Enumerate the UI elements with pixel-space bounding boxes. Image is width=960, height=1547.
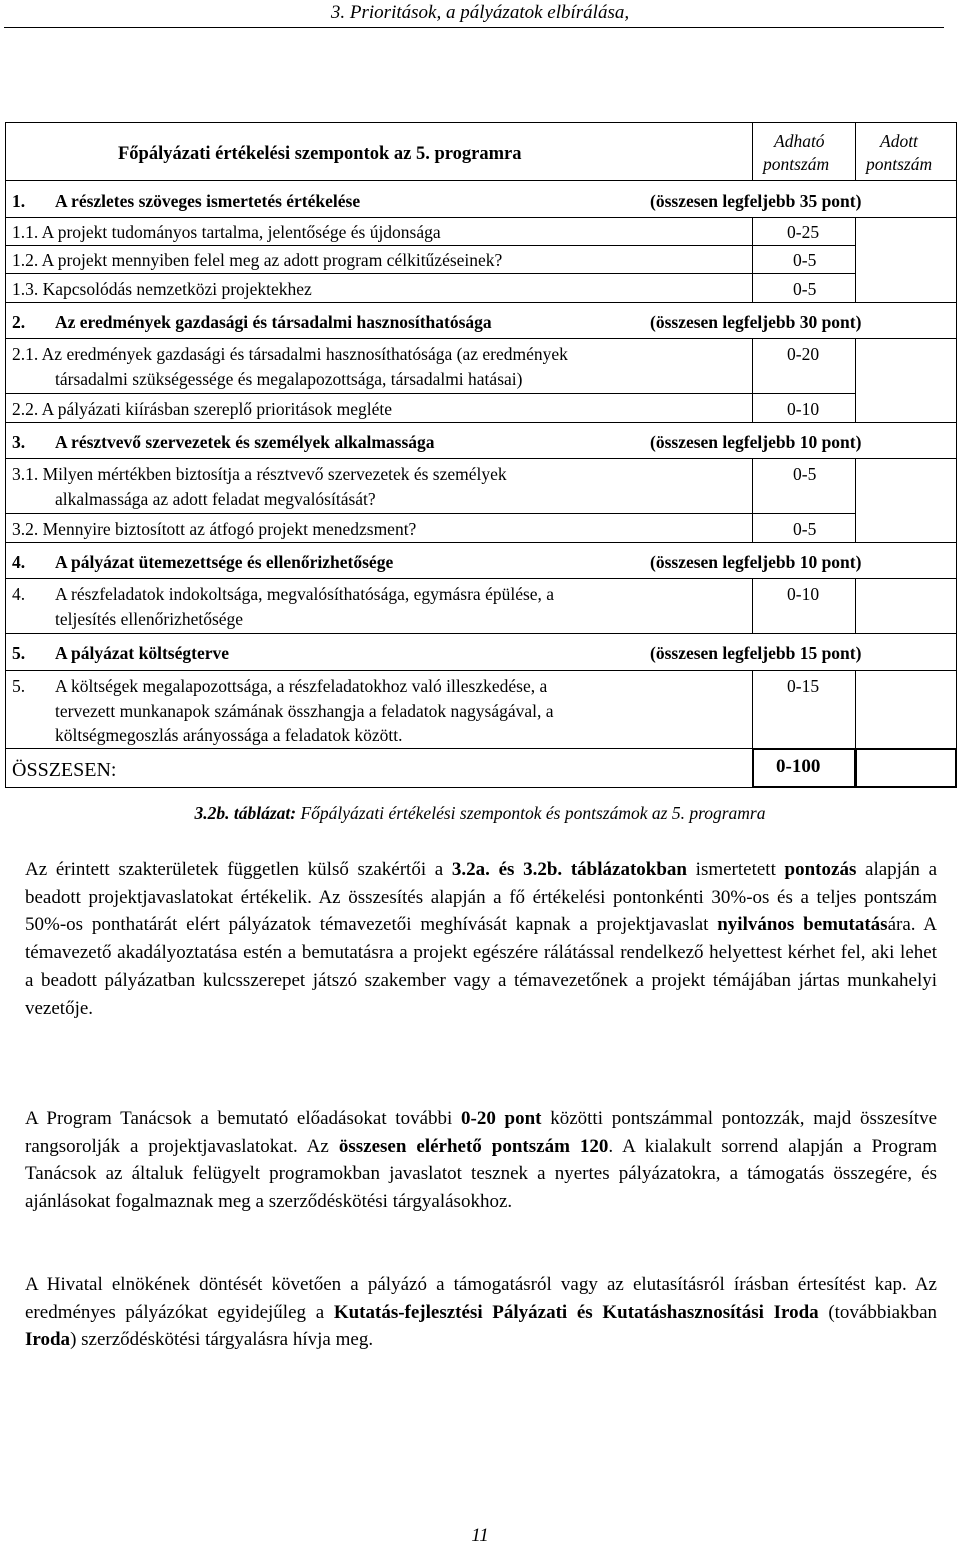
section-1-total: (összesen legfeljebb 35 pont) [650,191,862,211]
row-2-1-text-line2: társadalmi szükségessége és megalapozottsága, társadalmi hatásai) [55,369,523,389]
section-3-total: (összesen legfeljebb 10 pont) [650,432,862,452]
table-caption [0,803,960,824]
row-4-pts: 0-10 [787,584,820,604]
p2-text-3: . A kialakult sorrend alapján a Program Tanácsok az általuk felügyelt programokban javaslatot tesznek a nyertes pályázatokra, a támogatás összegére, és ajánlásokat fogalmaznak meg a szerződéskötési tárgyalásokhoz. [25,1135,937,1213]
section-5-number: 5. [12,643,26,663]
p3-bold-1: Kutatás-fejlesztési Pályázati és Kutatáshasznosítási Iroda [333,1301,819,1323]
section-2-title: Az eredmények gazdasági és társadalmi hasznosíthatósága [55,312,492,332]
section-4-title: A pályázat ütemezettsége és ellenőrizhetősége [55,552,394,572]
row-3-1-text-line2: alkalmassága az adott feladat megvalósítását? [55,489,376,509]
row-3-2-text: 3.2. Mennyire biztosított az átfogó projekt menedzsment? [12,519,417,539]
total-adott-cell [855,748,957,788]
paragraph-3 [25,1271,937,1354]
paragraph-1 [25,856,937,1022]
p2-text-2: közötti pontszámmal pontozzák, majd összesítve rangsorolják a projektjavaslatokat. Az [25,1108,937,1157]
running-head: 3. Prioritások, a pályázatok elbírálása, [330,2,630,23]
section-4-number: 4. [12,552,26,572]
p3-bold-2: Iroda [25,1329,71,1351]
p1-text-2: ismertetett [686,859,785,880]
p2-text-1: A Program Tanácsok a bemutató előadásokat további [25,1108,462,1129]
row-2-1-pts: 0-20 [787,344,820,364]
total-label: ÖSSZESEN: [12,759,117,781]
section-4-total: (összesen legfeljebb 10 pont) [650,552,862,572]
p1-text-3: alapján a beadott projektjavaslatokat értékelik. Az összesítés alapján a fő értékelési pontonkénti 30%-os és a teljes pontszám 50%-os ponthatárát elért pályázatok témavezetői meghívását kapnak a projektjavaslat [25,859,937,936]
caption-text: Főpályázati értékelési szempontok és pontszámok az 5. programra [296,803,766,823]
section-1-number: 1. [12,191,26,211]
row-5-text-line2: tervezett munkanapok számának összhangja a feladatok nagyságával, a [55,701,554,721]
caption-prefix: 3.2b. táblázat: [194,803,297,823]
header-adhato-line2: pontszám [763,154,830,174]
p1-text-4: ára. A témavezető akadályoztatása estén a bemutatásra a projekt egészére rálátással rendelkező helyettest kérhet fel, aki lehet a beadott pályázatban kulcsszerepet játszó szakember vagy a témavezetőnek a projekt témájában jártas munkahelyi vezetője. [25,914,937,1019]
section-5-total: (összesen legfeljebb 15 pont) [650,643,862,663]
p1-bold-1: 3.2a. és 3.2b. táblázatokban [451,859,687,880]
section-3-title: A résztvevő szervezetek és személyek alkalmassága [55,432,435,452]
row-2-1-text-line1: 2.1. Az eredmények gazdasági és társadalmi hasznosíthatósága (az eredmények [12,344,568,364]
total-pts: 0-100 [776,756,821,777]
row-1-2-pts: 0-5 [793,250,817,270]
row-1-3-pts: 0-5 [793,279,817,299]
row-4-number: 4. [12,584,26,604]
table-title: Főpályázati értékelési szempontok az 5. programra [118,144,522,164]
header-adott-line2: pontszám [866,154,933,174]
row-5-text-line3: költségmegoszlás arányossága a feladatok között. [55,725,403,745]
p1-text-1: Az érintett szakterületek független külső szakértői a [25,859,452,880]
row-3-1-pts: 0-5 [793,464,817,484]
p3-text-2: (továbbiakban [818,1301,938,1323]
row-4-text-line1: A részfeladatok indokoltsága, megvalósíthatósága, egymásra épülése, a [55,584,555,604]
p3-text-1: A Hivatal elnökének döntését követően a pályázó a támogatásról vagy az elutasításról írásban értesítést kap. Az eredményes pályázókat egyidejűleg a [25,1274,937,1323]
row-1-1-text: 1.1. A projekt tudományos tartalma, jelentősége és újdonsága [12,222,441,242]
header-adhato-line1: Adható [774,131,825,151]
section-2-total: (összesen legfeljebb 30 pont) [650,312,862,332]
row-1-1-pts: 0-25 [787,222,820,242]
p3-text-3: ) szerződéskötési tárgyalásra hívja meg. [70,1329,374,1351]
section-5-title: A pályázat költségterve [55,643,229,663]
total-row [5,748,856,788]
row-5-text-line1: A költségek megalapozottsága, a részfeladatokhoz való illeszkedése, a [55,676,548,696]
row-1-3-text: 1.3. Kapcsolódás nemzetközi projektekhez [12,279,312,299]
p2-bold-2: összesen elérhető pontszám 120 [338,1135,609,1157]
section-1-title: A részletes szöveges ismertetés értékelése [55,191,361,211]
page-number: 11 [471,1525,489,1546]
p2-bold-1: 0-20 pont [461,1108,542,1129]
row-2-2-text: 2.2. A pályázati kiírásban szereplő prioritások megléte [12,399,393,419]
section-2-number: 2. [12,312,26,332]
p1-bold-3: nyilvános bemutatás [717,914,888,936]
row-5-number: 5. [12,676,26,696]
row-3-2-pts: 0-5 [793,519,817,539]
header-adott-line1: Adott [880,131,918,151]
row-5-pts: 0-15 [787,676,820,696]
row-4-text-line2: teljesítés ellenőrizhetősége [55,609,244,629]
row-2-2-pts: 0-10 [787,399,820,419]
row-1-2-text: 1.2. A projekt mennyiben felel meg az adott program célkitűzéseinek? [12,250,503,270]
paragraph-2 [25,1105,937,1216]
row-3-1-text-line1: 3.1. Milyen mértékben biztosítja a résztvevő szervezetek és személyek [12,464,507,484]
section-3-number: 3. [12,432,26,452]
header-rule [4,27,944,28]
p1-bold-2: pontozás [784,859,857,880]
